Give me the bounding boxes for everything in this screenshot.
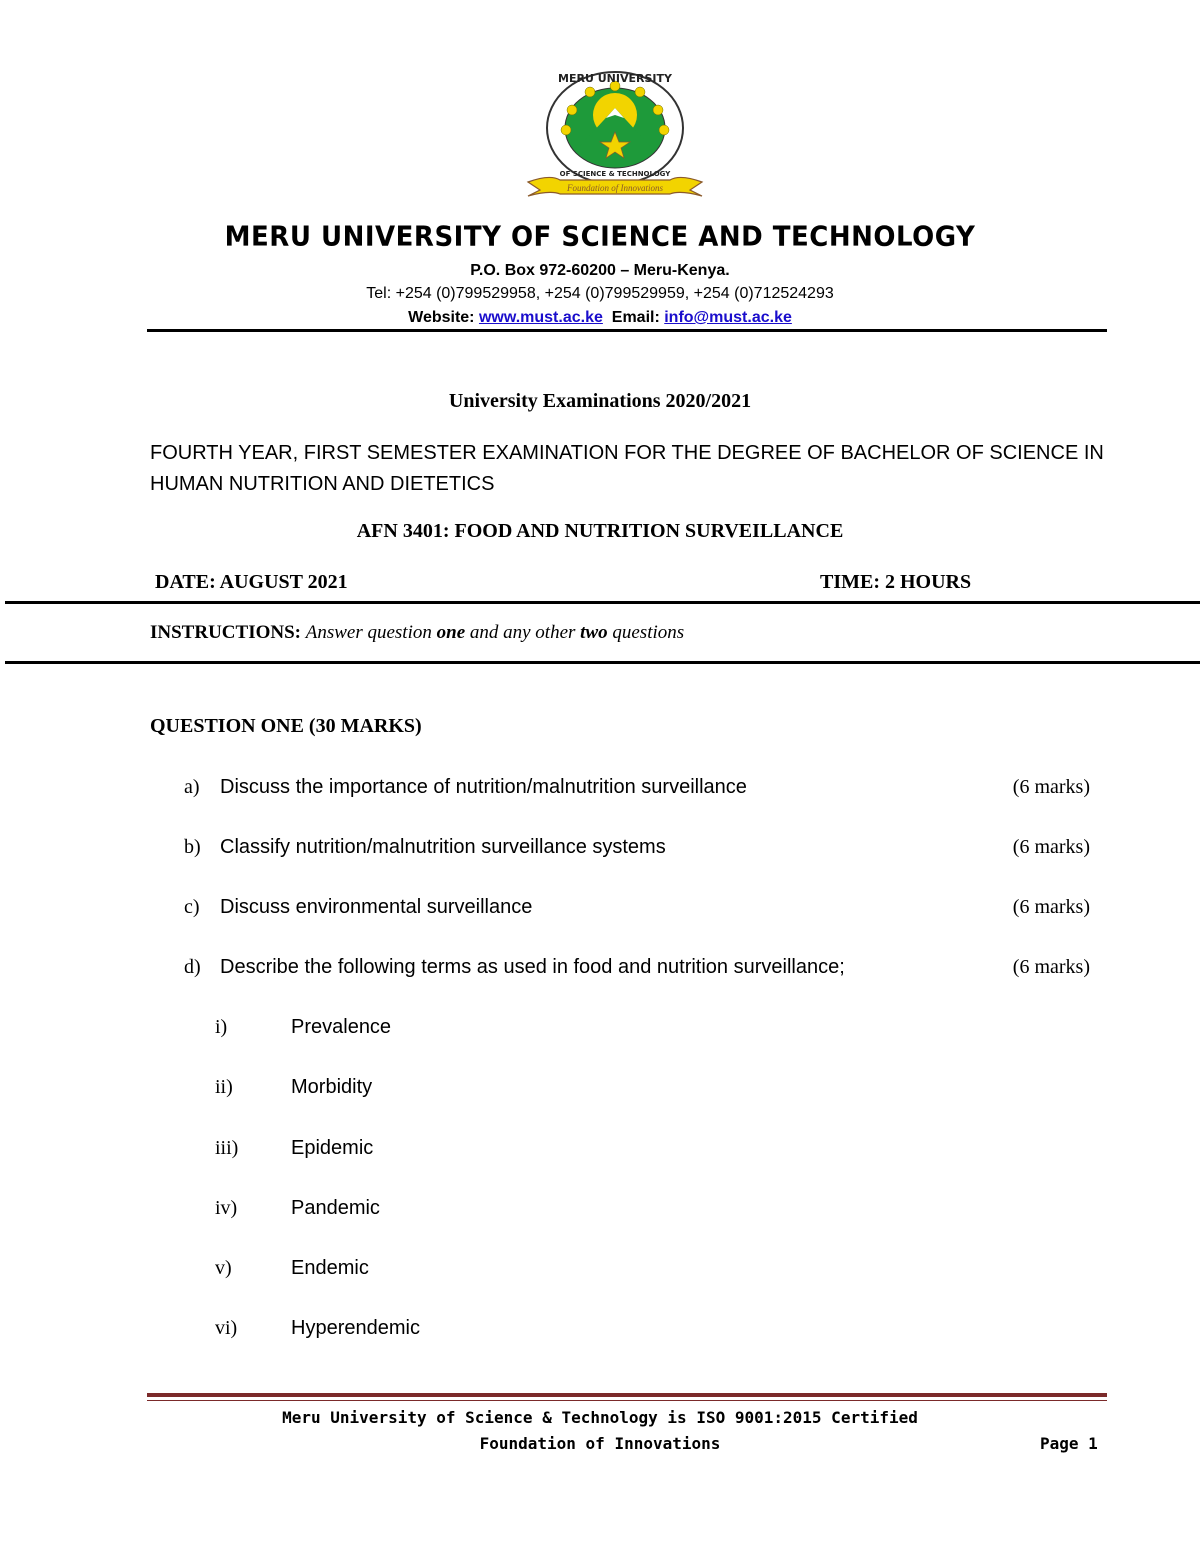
item-letter: a) (184, 776, 200, 798)
term-text: Endemic (291, 1257, 369, 1279)
item-marks: (6 marks) (1012, 836, 1090, 858)
item-letter: b) (184, 836, 201, 858)
term-number: i) (215, 1016, 228, 1038)
item-text: Discuss the importance of nutrition/malnutrition surveillance (220, 776, 747, 798)
item-marks: (6 marks) (1012, 956, 1090, 978)
email-link[interactable]: info@must.ac.ke (664, 309, 792, 326)
footer-divider-thin (147, 1400, 1107, 1401)
instructions-divider (5, 661, 1200, 664)
email-label: Email: (611, 309, 660, 326)
item-text: Describe the following terms as used in food and nutrition surveillance; (220, 956, 845, 978)
question-item (150, 776, 1090, 802)
term-text: Pandemic (291, 1197, 380, 1219)
instructions (150, 622, 684, 644)
footer-divider-thick (147, 1393, 1107, 1397)
term-item (215, 1317, 615, 1343)
course-title: AFN 3401: FOOD AND NUTRITION SURVEILLANCE (356, 520, 844, 542)
question-item (150, 836, 1090, 862)
term-text: Morbidity (291, 1076, 373, 1098)
instructions-two: two (580, 622, 608, 643)
item-marks: (6 marks) (1012, 896, 1090, 918)
term-item (215, 1197, 615, 1223)
term-text: Prevalence (291, 1016, 392, 1038)
page-number: Page 1 (1040, 1434, 1098, 1453)
item-letter: d) (184, 956, 201, 978)
exam-date: DATE: AUGUST 2021 (155, 571, 348, 593)
term-text: Hyperendemic (291, 1317, 420, 1339)
postal-address: P.O. Box 972-60200 – Meru-Kenya. (470, 262, 730, 279)
term-item (215, 1076, 615, 1102)
exam-duration: TIME: 2 HOURS (820, 571, 972, 593)
item-marks: (6 marks) (1012, 776, 1090, 798)
exam-year: University Examinations 2020/2021 (448, 390, 752, 412)
degree-title: FOURTH YEAR, FIRST SEMESTER EXAMINATION FOR THE DEGREE OF BACHELOR OF SCIENCE IN HUMAN NUTRITION AND DIETETICS (150, 442, 1104, 495)
footer-certification: Meru University of Science & Technology is ISO 9001:2015 Certified (282, 1408, 918, 1427)
instructions-text-c: questions (607, 622, 685, 643)
term-number: iii) (215, 1137, 239, 1159)
term-number: ii) (215, 1076, 233, 1098)
date-divider (5, 601, 1200, 604)
footer-motto: Foundation of Innovations (479, 1434, 721, 1453)
item-text: Classify nutrition/malnutrition surveillance systems (220, 836, 666, 858)
term-number: vi) (215, 1317, 238, 1339)
item-text: Discuss environmental surveillance (220, 896, 533, 918)
header-divider (147, 329, 1107, 332)
logo-ring-bottom-text: OF SCIENCE & TECHNOLOGY (559, 170, 671, 178)
instructions-text-a: Answer question (305, 622, 437, 643)
logo-ring-top-text: MERU UNIVERSITY (558, 72, 672, 85)
instructions-text-b: and any other (465, 622, 581, 643)
term-text: Epidemic (291, 1137, 374, 1159)
website-link[interactable]: www.must.ac.ke (478, 309, 603, 326)
logo-motto-text: Foundation of Innovations (567, 183, 663, 193)
term-item (215, 1137, 615, 1163)
item-letter: c) (184, 896, 200, 918)
contact-line (0, 309, 1200, 327)
instructions-one: one (436, 622, 466, 643)
term-item (215, 1257, 615, 1283)
question-one-heading: QUESTION ONE (30 MARKS) (150, 715, 422, 737)
term-item (215, 1016, 615, 1042)
instructions-label: INSTRUCTIONS: (150, 622, 301, 643)
term-number: v) (215, 1257, 232, 1279)
question-item (150, 956, 1090, 982)
term-number: iv) (215, 1197, 238, 1219)
website-label: Website: (408, 309, 475, 326)
university-name: MERU UNIVERSITY OF SCIENCE AND TECHNOLOGY (224, 221, 976, 253)
question-item (150, 896, 1090, 922)
university-logo-icon (520, 70, 710, 200)
telephone-numbers: Tel: +254 (0)799529958, +254 (0)799529959, +254 (0)712524293 (366, 285, 834, 302)
